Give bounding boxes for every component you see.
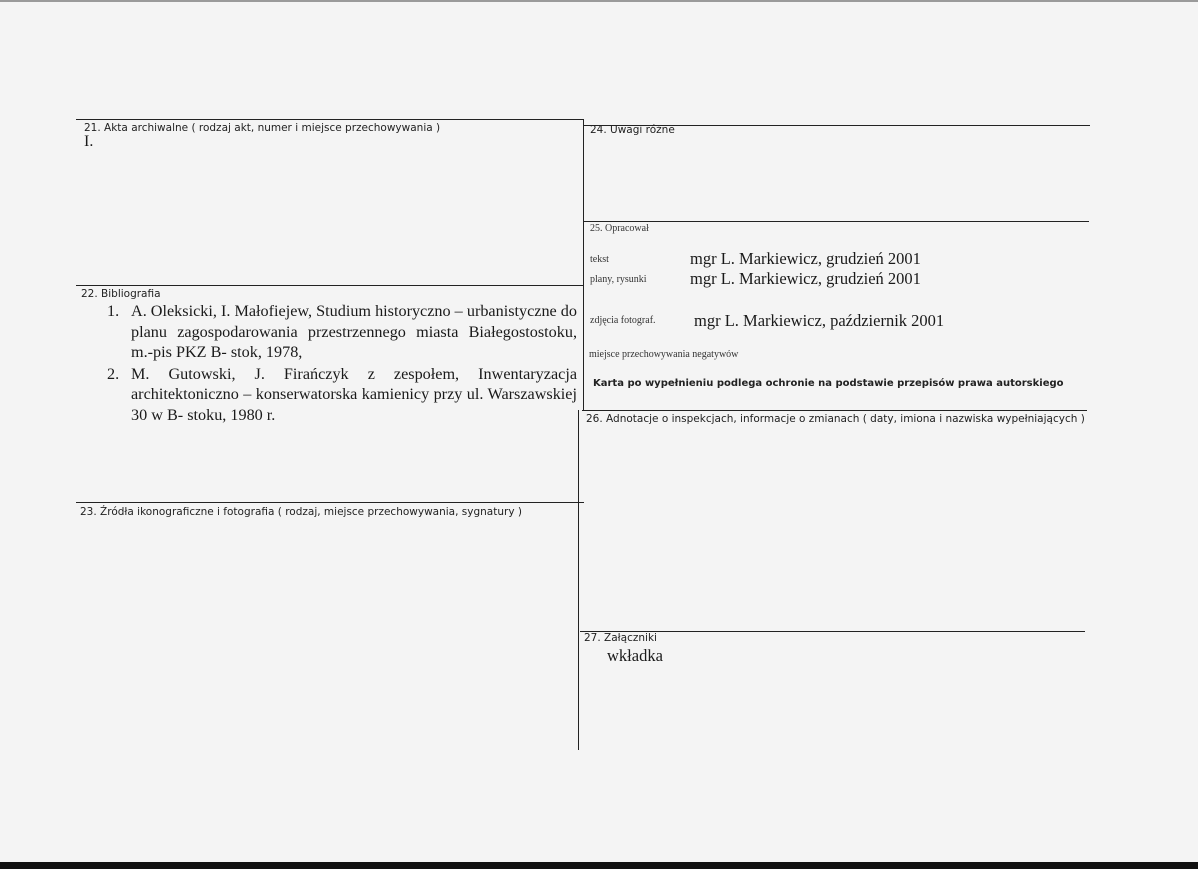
section-22-header: 22. Bibliografia [81, 288, 161, 300]
section-25-header: 25. Opracował [590, 223, 649, 234]
author-row-value-plans: mgr L. Markiewicz, grudzień 2001 [690, 269, 921, 288]
section-21-value: I. [84, 133, 94, 150]
section-26-header: 26. Adnotacje o inspekcjach, informacje o zmianach ( daty, imiona i nazwiska wypełniających ) [586, 413, 1085, 425]
rule-section-26 [582, 410, 1087, 411]
author-row-label-photos: zdjęcia fotograf. [590, 315, 656, 326]
rule-section-23 [76, 502, 584, 503]
column-divider-lower [578, 410, 579, 750]
section-21-header: 21. Akta archiwalne ( rodzaj akt, numer i miejsce przechowywania ) [84, 122, 441, 134]
section-23-header: 23. Źródła ikonograficzne i fotografia ( rodzaj, miejsce przechowywania, sygnatury ) [80, 506, 522, 518]
negatives-location-label: miejsce przechowywania negatywów [589, 349, 739, 360]
page-top-edge [0, 0, 1198, 2]
rule-section-22 [76, 285, 584, 286]
bibliography-item-number: 1. [107, 302, 120, 320]
copyright-note: Karta po wypełnieniu podlega ochronie na podstawie przepisów prawa autorskiego [593, 378, 1064, 389]
page-bottom-edge [0, 862, 1198, 869]
author-row-value-photos: mgr L. Markiewicz, październik 2001 [694, 311, 945, 330]
bibliography-item-text: A. Oleksicki, I. Małofiejew, Studium historyczno – urbanistyczne do planu zagospodarowania przestrzennego miasta Białegostostoku, m.-pis PKZ B- stok, 1978, [131, 302, 577, 361]
author-row-label-plans: plany, rysunki [590, 274, 647, 285]
author-row-value-text: mgr L. Markiewicz, grudzień 2001 [690, 249, 921, 268]
section-24-header: 24. Uwagi różne [590, 124, 675, 136]
rule-top-left [76, 119, 584, 120]
bibliography-item-text: M. Gutowski, J. Firańczyk z zespołem, Inwentaryzacja architektoniczno – konserwatorska kamienicy przy ul. Warszawskiej 30 w B- stoku, 1980 r. [131, 364, 577, 424]
bibliography-list [107, 301, 577, 425]
column-divider-upper [583, 120, 584, 410]
bibliography-item [107, 364, 577, 426]
section-27-header: 27. Załączniki [584, 632, 657, 644]
bibliography-item [107, 301, 577, 363]
section-27-value: wkładka [607, 646, 663, 665]
bibliography-item-number: 2. [107, 364, 120, 383]
author-row-label-text: tekst [590, 254, 609, 265]
rule-section-25 [584, 221, 1089, 222]
